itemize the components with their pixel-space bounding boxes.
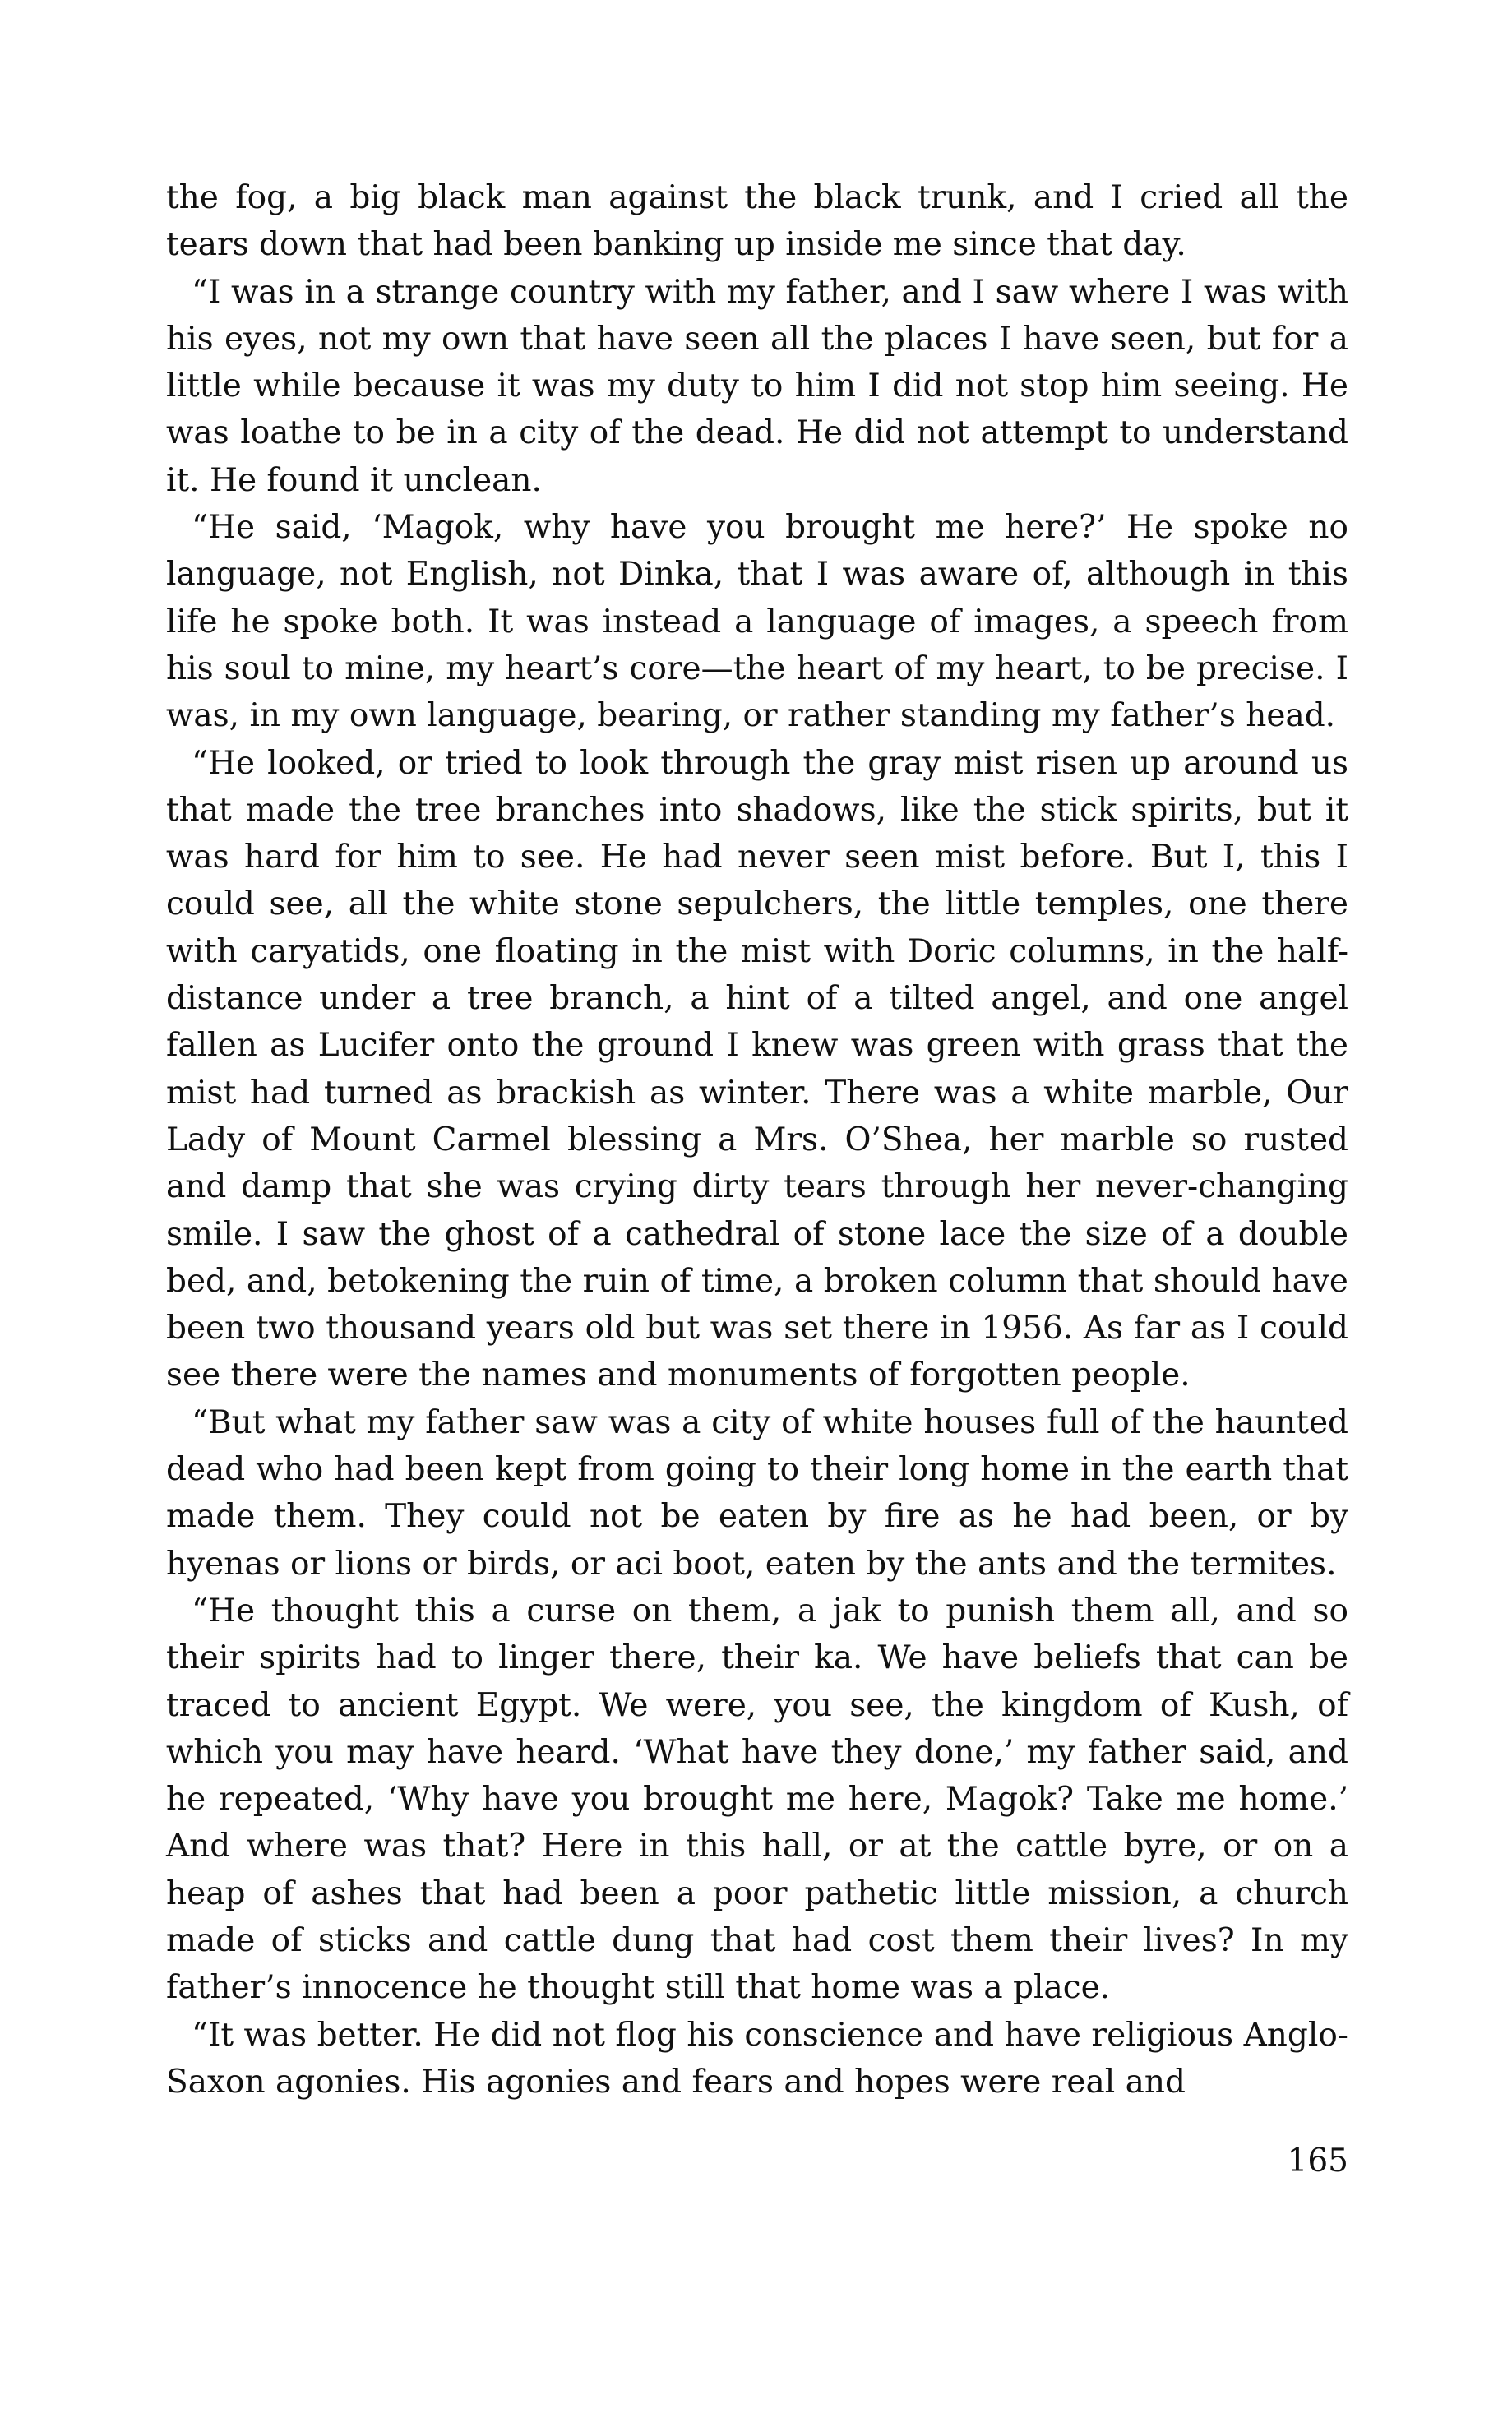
paragraph-6: “He thought this a curse on them, a jak to punish them all, and so their spirits had to linger there, their ka. We have beliefs that can be traced to ancient Egypt. We were, you see, the kingdom of Kush, of which you may have heard. ‘What have they done,’ my father said, and he repeated, ‘Why have you brought me here, Magok? Take me home.’ And where was that? Here in this hall, or at the cattle byre, or on a heap of ashes that had been a poor pathetic little mission, a church made of sticks and cattle dung that had cost them their lives? In my father’s innocence he thought still that home was a place. (166, 1592, 1348, 2007)
paragraph-1: the fog, a big black man against the black trunk, and I cried all the tears down that had been banking up inside me since that day. (166, 179, 1348, 264)
paragraph-5: “But what my father saw was a city of white houses full of the haunted dead who had been kept from going to their long home in the earth that made them. They could not be eaten by fire as he had been, or by hyenas or lions or birds, or aci boot, eaten by the ants and the termites. (166, 1403, 1348, 1583)
paragraph-2: “I was in a strange country with my father, and I saw where I was with his eyes, not my own that have seen all the places I have seen, but for a little while because it was my duty to him I did not stop him seeing. He was loathe to be in a city of the dead. He did not attempt to understand it. He found it unclean. (166, 273, 1348, 499)
paragraph-4: “He looked, or tried to look through the gray mist risen up around us that made the tree branches into shadows, like the stick spirits, but it was hard for him to see. He had never seen mist before. But I, this I could see, all the white stone sepulchers, the little temples, one there with caryatids, one floating in the mist with Doric columns, in the half-distance under a tree branch, a hint of a tilted angel, and one angel fallen as Lucifer onto the ground I knew was green with grass that the mist had turned as brackish as winter. There was a white marble, Our Lady of Mount Carmel blessing a Mrs. O’Shea, her marble so rusted and damp that she was crying dirty tears through her never-changing smile. I saw the ghost of a cathedral of stone lace the size of a double bed, and, betokening the ruin of time, a broken column that should have been two thousand years old but was set there in 1956. As far as I could see there were the names and monuments of forgotten people. (166, 744, 1348, 1394)
page-number: 165 (1287, 2143, 1348, 2180)
body-text (166, 174, 1348, 2106)
paragraph-7: “It was better. He did not flog his conscience and have religious Anglo-Saxon agonies. His agonies and fears and hopes were real and (166, 2016, 1348, 2101)
paragraph-3: “He said, ‘Magok, why have you brought me here?’ He spoke no language, not English, not Dinka, that I was aware of, although in this life he spoke both. It was instead a language of images, a speech from his soul to mine, my heart’s core—the heart of my heart, to be precise. I was, in my own language, bearing, or rather standing my father’s head. (166, 509, 1348, 735)
